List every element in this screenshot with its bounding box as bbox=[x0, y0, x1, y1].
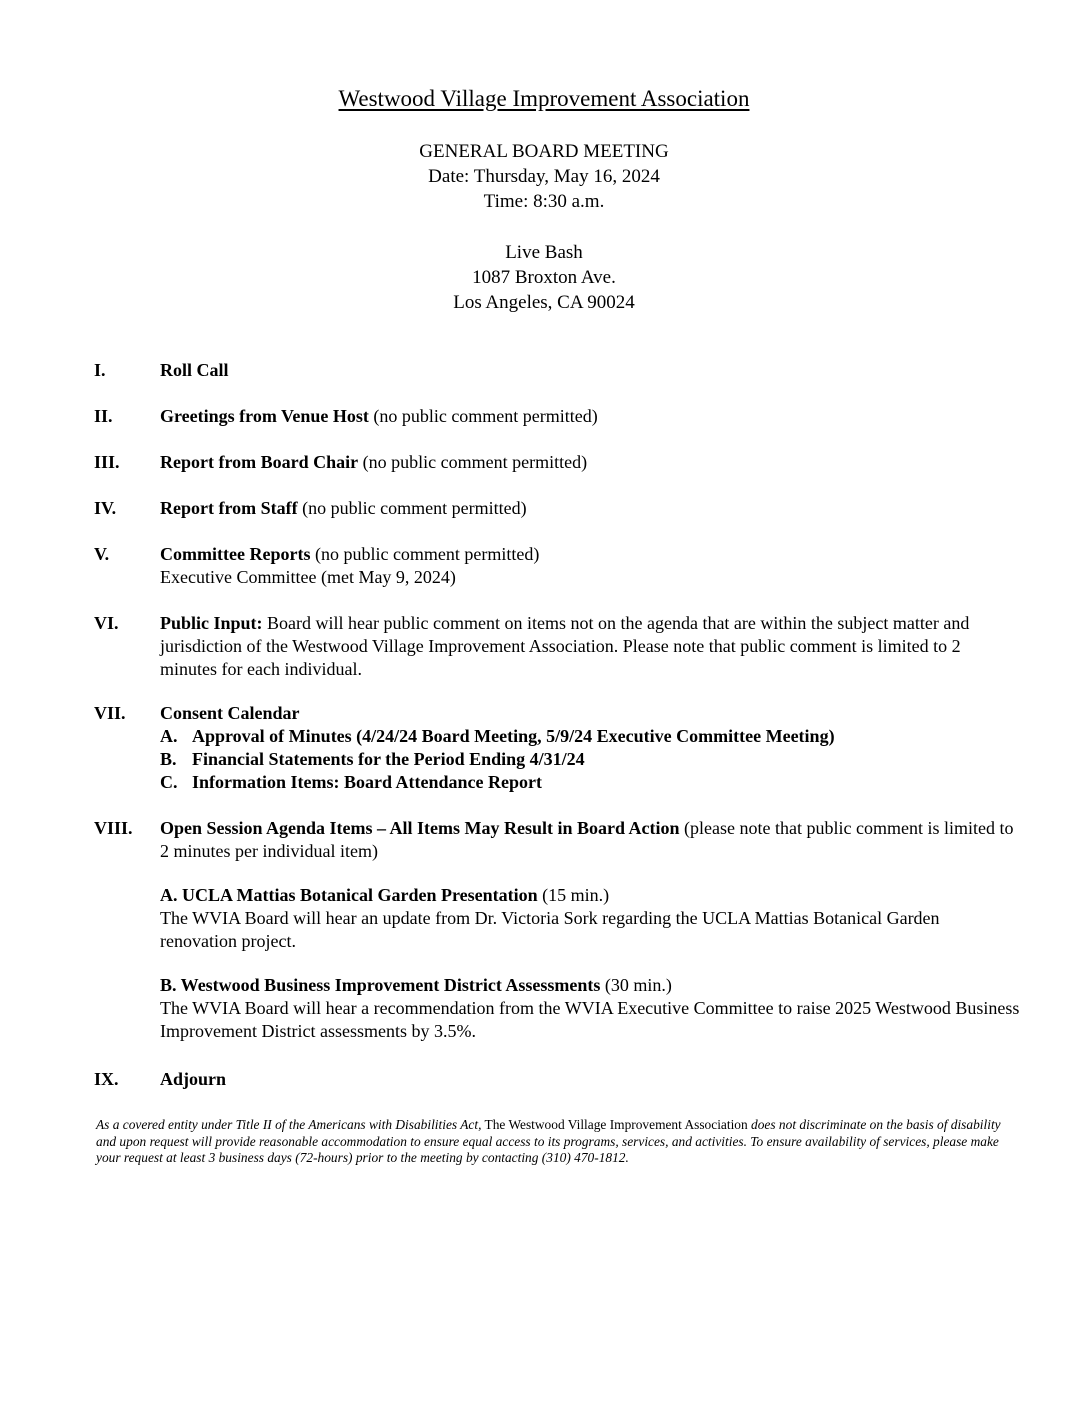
venue-block bbox=[0, 240, 1088, 315]
footnote-part: The Westwood Village Improvement Association bbox=[481, 1117, 752, 1132]
item-title: Committee Reports bbox=[160, 544, 311, 564]
item-detail: Executive Committee (met May 9, 2024) bbox=[160, 567, 456, 587]
item-title: Report from Board Chair bbox=[160, 452, 359, 472]
item-title: Consent Calendar bbox=[160, 703, 300, 723]
item-note: (no public comment permitted) bbox=[368, 406, 598, 426]
item-number: VII. bbox=[94, 703, 126, 723]
consent-item-letter: C. bbox=[160, 772, 178, 792]
item-number: I. bbox=[94, 360, 106, 380]
item-title: Roll Call bbox=[160, 360, 229, 380]
meeting-time: Time: 8:30 a.m. bbox=[483, 191, 605, 212]
item-title: Adjourn bbox=[160, 1069, 227, 1089]
consent-item-letter: A. bbox=[160, 726, 178, 746]
session-item-duration: (15 min.) bbox=[537, 885, 610, 905]
venue-city: Los Angeles, CA 90024 bbox=[453, 292, 635, 313]
session-item-title: A. UCLA Mattias Botanical Garden Presentation bbox=[160, 885, 538, 905]
consent-item-text: Financial Statements for the Period Ending 4/31/24 bbox=[192, 749, 585, 769]
venue-name: Live Bash bbox=[505, 242, 583, 263]
meeting-date: Date: Thursday, May 16, 2024 bbox=[428, 166, 660, 187]
item-number: VI. bbox=[94, 613, 119, 633]
session-item-description: The WVIA Board will hear a recommendation from the WVIA Executive Committee to raise 2025 Westwood Business Improvement District assessments by 3.5%. bbox=[160, 998, 1020, 1041]
meeting-type: GENERAL BOARD MEETING bbox=[419, 141, 669, 162]
item-note: (please note that public comment is limited to 2 minutes per individual item) bbox=[160, 818, 1014, 861]
footnote-part: As a covered entity under Title II of the Americans with Disabilities Act, bbox=[96, 1117, 482, 1132]
item-number: III. bbox=[94, 452, 120, 472]
session-item-duration: (30 min.) bbox=[600, 975, 672, 995]
consent-item bbox=[160, 748, 1020, 771]
session-item-description: The WVIA Board will hear an update from Dr. Victoria Sork regarding the UCLA Mattias Botanical Garden renovation project. bbox=[160, 908, 940, 951]
item-title: Greetings from Venue Host bbox=[160, 406, 369, 426]
item-title: Public Input: bbox=[160, 613, 263, 633]
item-number: IX. bbox=[94, 1069, 119, 1089]
session-item-title: B. Westwood Business Improvement District Assessments bbox=[160, 975, 601, 995]
consent-item-letter: B. bbox=[160, 749, 177, 769]
organization-title: Westwood Village Improvement Association bbox=[338, 86, 750, 111]
item-title: Report from Staff bbox=[160, 498, 298, 518]
meeting-header bbox=[0, 139, 1088, 214]
footnote-part: does not discriminate on the basis of disability and upon request will provide reasonable accommodation to ensure equal access to its programs, services, and activities. To ensure availability of services, please make your request at least 3 business days (72-hours) prior to the meeting by contacting (310) 470-1812. bbox=[96, 1117, 1001, 1166]
consent-item bbox=[160, 771, 1020, 794]
ada-footnote bbox=[96, 1117, 1018, 1167]
item-note: (no public comment permitted) bbox=[310, 544, 540, 564]
item-note: (no public comment permitted) bbox=[297, 498, 527, 518]
item-text: Board will hear public comment on items not on the agenda that are within the subject matter and jurisdiction of the Westwood Village Improvement Association. Please note that public comment is limited to 2 minutes for each individual. bbox=[160, 613, 970, 679]
venue-street: 1087 Broxton Ave. bbox=[472, 267, 616, 288]
item-title: Open Session Agenda Items – All Items May Result in Board Action bbox=[160, 818, 680, 838]
consent-item-text: Information Items: Board Attendance Report bbox=[192, 772, 542, 792]
item-number: II. bbox=[94, 406, 113, 426]
item-note: (no public comment permitted) bbox=[358, 452, 588, 472]
item-number: VIII. bbox=[94, 818, 133, 838]
consent-item bbox=[160, 725, 1020, 748]
consent-list bbox=[160, 725, 1020, 794]
open-session-item-b bbox=[160, 974, 1020, 1043]
item-number: V. bbox=[94, 544, 110, 564]
item-number: IV. bbox=[94, 498, 117, 518]
open-session-item-a bbox=[160, 884, 1020, 953]
consent-item-text: Approval of Minutes (4/24/24 Board Meeting, 5/9/24 Executive Committee Meeting) bbox=[192, 726, 835, 746]
